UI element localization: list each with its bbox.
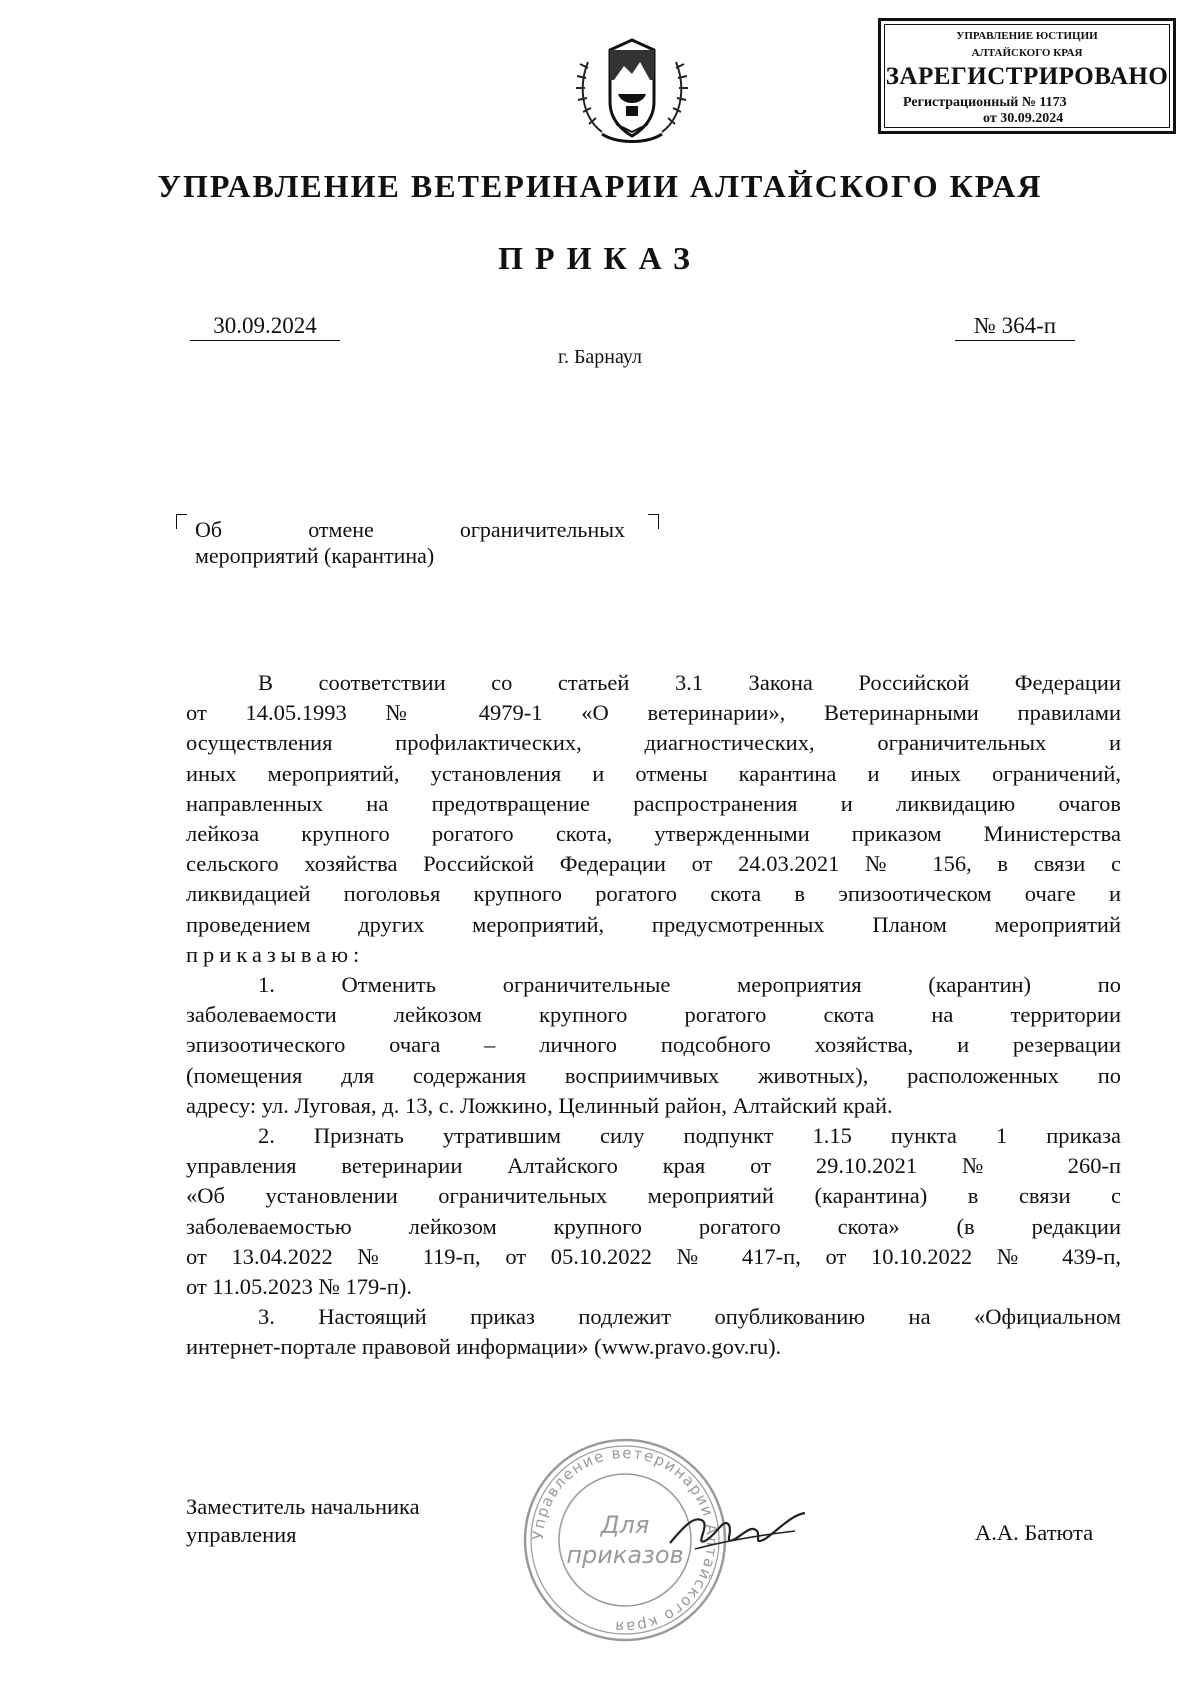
body-line: иных мероприятий, установления и отмены карантина и иных ограничений, bbox=[186, 760, 1121, 786]
item1-line: эпизоотического очага – личного подсобного хозяйства, и резервации bbox=[186, 1032, 1121, 1058]
document-subject bbox=[195, 517, 655, 569]
item1-line: заболеваемости лейкозом крупного рогатого скота на территории bbox=[186, 1002, 1121, 1028]
subject-word: ограничительных bbox=[459, 517, 625, 542]
document-date: 30.09.2024 bbox=[190, 312, 340, 341]
item1-line: адресу: ул. Луговая, д. 13, с. Ложкино, Целинный район, Алтайский край. bbox=[186, 1092, 893, 1118]
subject-line1 bbox=[195, 517, 625, 543]
item1-line: 1. Отменить ограничительные мероприятия (карантин) по bbox=[258, 972, 1121, 998]
signatory-name: А.А. Батюта bbox=[975, 1520, 1094, 1545]
orders-word: приказываю: bbox=[186, 941, 365, 967]
agency-title: УПРАВЛЕНИЕ ВЕТЕРИНАРИИ АЛТАЙСКОГО КРАЯ bbox=[157, 168, 1043, 204]
body-line: сельского хозяйства Российской Федерации от 24.03.2021 № 156, в связи с bbox=[186, 851, 1121, 877]
stamp-org-line1: УПРАВЛЕНИЕ ЮСТИЦИИ bbox=[956, 30, 1098, 42]
body-line: от 14.05.1993 № 4979-1 «О ветеринарии», Ветеринарными правилами bbox=[186, 700, 1121, 726]
seal-ring-text: Управление ветеринарии Алтайского края bbox=[528, 1443, 722, 1637]
document-number: № 364-п bbox=[955, 312, 1075, 341]
stamp-reg-number: Регистрационный № 1173 bbox=[903, 95, 1067, 110]
item2-line: от 11.05.2023 № 179-п). bbox=[186, 1274, 412, 1300]
item2-line: 2. Признать утратившим силу подпункт 1.15 пункта 1 приказа bbox=[258, 1123, 1121, 1149]
subject-word: отмене bbox=[308, 517, 374, 542]
item3-line: 3. Настоящий приказ подлежит опубликованию на «Официальном bbox=[258, 1304, 1121, 1330]
signatory-position bbox=[186, 1493, 420, 1549]
document-city: г. Барнаул bbox=[558, 346, 642, 368]
item2-line: «Об установлении ограничительных мероприятий (карантина) в связи с bbox=[186, 1183, 1121, 1209]
stamp-org-line2: АЛТАЙСКОГО КРАЯ bbox=[971, 47, 1083, 59]
registration-stamp bbox=[878, 18, 1176, 134]
body-line: В соответствии со статьей 3.1 Закона Российской Федерации bbox=[258, 670, 1121, 695]
seal-center-line1: Для bbox=[600, 1511, 650, 1539]
signatory-position-line2: управления bbox=[186, 1522, 297, 1547]
item2-line: заболеваемостью лейкозом крупного рогатого скота» (в редакции bbox=[186, 1213, 1121, 1239]
body-line: лейкоза крупного рогатого скота, утвержденными приказом Министерства bbox=[186, 821, 1121, 847]
handwritten-signature bbox=[665, 1495, 815, 1565]
body-line: ликвидацией поголовья крупного рогатого скота в эпизоотическом очаге и bbox=[186, 881, 1121, 907]
body-line: осуществления профилактических, диагностических, ограничительных и bbox=[186, 730, 1121, 756]
signatory-position-line1: Заместитель начальника bbox=[186, 1494, 420, 1519]
coat-of-arms-icon bbox=[572, 32, 692, 150]
seal-center-line2: приказов bbox=[566, 1541, 684, 1569]
document-body bbox=[186, 668, 1121, 1363]
document-type: ПРИКАЗ bbox=[498, 240, 702, 276]
item2-line: от 13.04.2022 № 119-п, от 05.10.2022 № 417-п, от 10.10.2022 № 439-п, bbox=[186, 1243, 1121, 1269]
subject-line2: мероприятий (карантина) bbox=[195, 543, 435, 568]
item2-line: управления ветеринарии Алтайского края от 29.10.2021 № 260-п bbox=[186, 1153, 1121, 1179]
item1-line: (помещения для содержания восприимчивых животных), расположенных по bbox=[186, 1062, 1121, 1088]
stamp-status: ЗАРЕГИСТРИРОВАНО bbox=[885, 63, 1169, 90]
subject-word: Об bbox=[195, 517, 223, 542]
subject-corner-left bbox=[176, 514, 187, 529]
body-line: проведением других мероприятий, предусмотренных Планом мероприятий bbox=[186, 911, 1121, 937]
body-line: направленных на предотвращение распространения и ликвидацию очагов bbox=[186, 790, 1121, 816]
stamp-reg-date: от 30.09.2024 bbox=[983, 111, 1064, 126]
item3-line: интернет-портале правовой информации» (www.pravo.gov.ru). bbox=[186, 1334, 782, 1360]
